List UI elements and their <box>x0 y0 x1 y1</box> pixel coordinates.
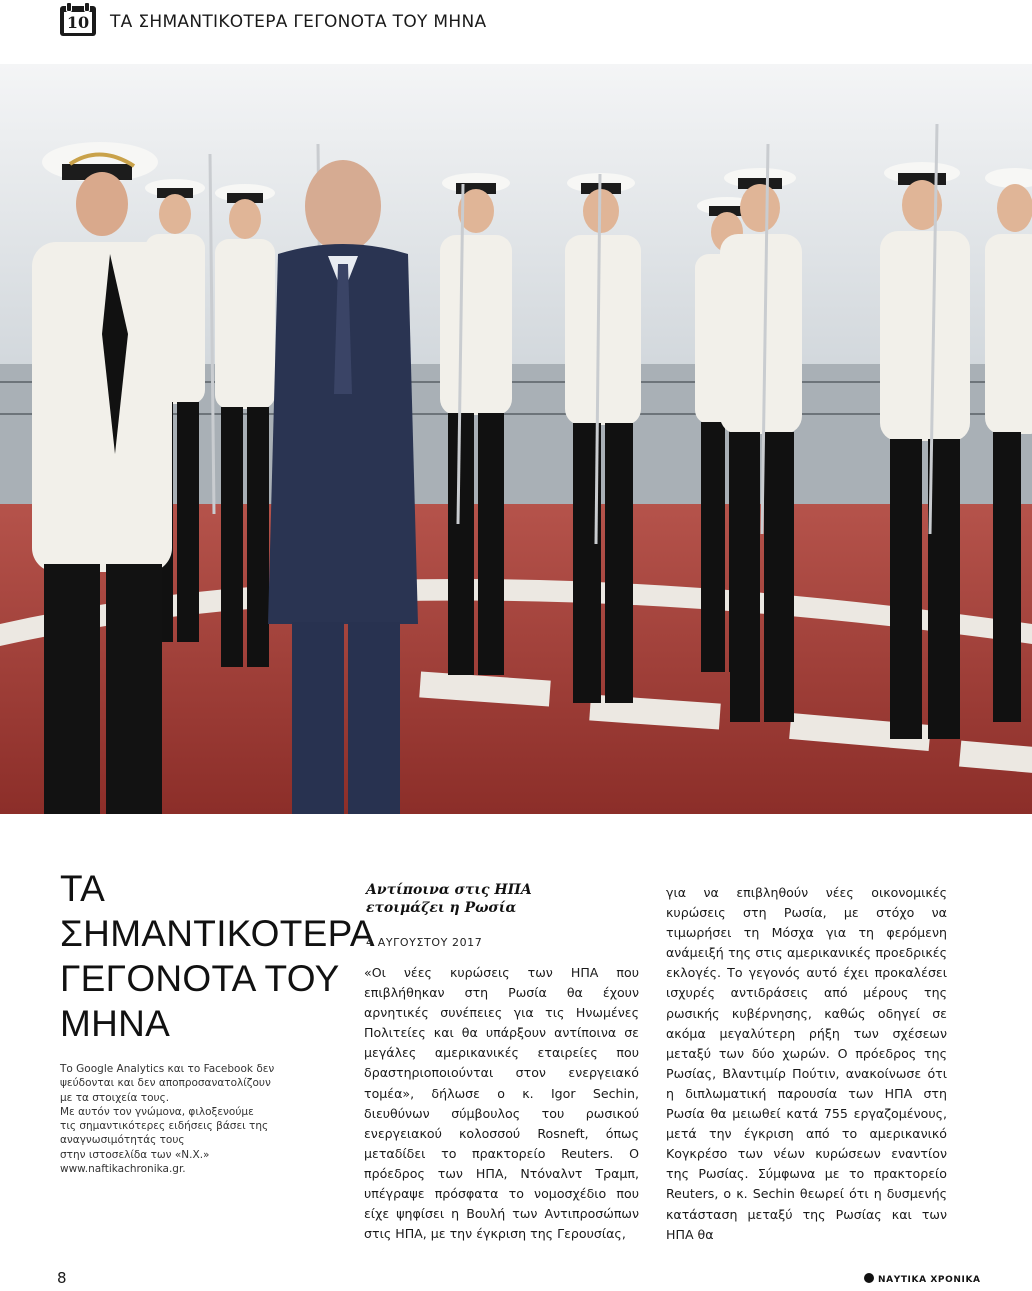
section-title: ΤΑ ΣΗΜΑΝΤΙΚΟΤΕΡΑ ΓΕΓΟΝΟΤΑ ΤΟΥ ΜΗΝΑ <box>110 12 487 32</box>
article-column-2 <box>666 883 947 1245</box>
headline-line: ετοιμάζει η Ρωσία <box>366 900 517 916</box>
feature-title-line: ΤΑ <box>60 868 106 909</box>
feature-intro <box>60 1062 290 1176</box>
ceremony-photo <box>0 64 1032 814</box>
page-header <box>0 0 1032 48</box>
intro-line: ψεύδονται και δεν αποπροσανατολίζουν <box>60 1077 271 1090</box>
intro-line: στην ιστοσελίδα των «Ν.Χ.» <box>60 1148 210 1161</box>
intro-line: www.naftikachronika.gr. <box>60 1163 186 1176</box>
feature-title <box>60 866 375 1046</box>
feature-title-line: ΜΗΝΑ <box>60 1003 171 1044</box>
article-text: για να επιβληθούν νέες οικονομικές κυρώσεις στη Ρωσία, με στόχο να τιμωρήσει τη Μόσχα για τη φερόμενη ανάμειξή της στις αμερικανικές προεδρικές εκλογές. Το γεγονός αυτό έχει προκαλέσει ισχυρές αντιδράσεις από μέρους της ρωσικής κυβέρνησης, καθώς οδηγεί σε ακόμα μεγαλύτερη ρήξη των σχέσεων μεταξύ των δύο χωρών. Ο πρόεδρος της Ρωσίας, Βλαντιμίρ Πούτιν, ανακοίνωσε ότι η διπλωματική παρουσία των ΗΠΑ στη Ρωσία θα μειωθεί κατά 755 εργαζομένους, μετά την έγκριση από το αμερικανικό Κογκρέσο των νέων κυρώσεων εναντίον της Ρωσίας. Σύμφωνα με το πρακτορείο Reuters, ο κ. Sechin θεωρεί ότι η δυσμενής κατάσταση μεταξύ της Ρωσίας και των ΗΠΑ θα <box>666 885 947 1242</box>
brand-name: ΝΑΥΤΙΚΑ ΧΡΟΝΙΚΑ <box>878 1275 981 1285</box>
brand-logo <box>864 1273 981 1285</box>
calendar-icon <box>60 6 96 36</box>
headline-line: Αντίποινα στις ΗΠΑ <box>366 882 532 898</box>
article-column-1 <box>364 963 639 1244</box>
feature-title-line: ΣΗΜΑΝΤΙΚΟΤΕΡΑ <box>60 913 375 954</box>
article-text: «Οι νέες κυρώσεις των ΗΠΑ που επιβλήθηκαν στη Ρωσία θα έχουν αρνητικές συνέπειες για τις Ηνωμένες Πολιτείες και θα υπάρξουν αντίποινα σε μεγάλες αμερικανικές εταιρείες που δραστηριοποιούνται στον ενεργειακό τομέα», δήλωσε ο κ. Igor Sechin, διευθύνων σύμβουλος του ρωσικού ενεργειακού κολοσσού Rosneft, όπως μεταδίδει το πρακτορείο Reuters. Ο πρόεδρος των ΗΠΑ, Ντόναλντ Τραμπ, υπέγραψε πρόσφατα το νομοσχέδιο που είχε ψηφίσει η Βουλή των Αντιπροσώπων στις ΗΠΑ, με την έγκριση της Γερουσίας, <box>364 965 639 1242</box>
issue-number: 10 <box>64 12 92 33</box>
feature-title-line: ΓΕΓΟΝΟΤΑ ΤΟΥ <box>60 958 340 999</box>
intro-line: τις σημαντικότερες ειδήσεις βάσει της <box>60 1120 269 1133</box>
intro-line: αναγνωσιμότητάς τους <box>60 1134 185 1147</box>
intro-line: Με αυτόν τον γνώμονα, φιλοξενούμε <box>60 1105 254 1118</box>
intro-line: Το Google Analytics και το Facebook δεν <box>60 1063 275 1075</box>
article-date: 4 ΑΥΓΟΥΣΤΟΥ 2017 <box>366 936 483 949</box>
article-headline <box>366 881 636 917</box>
brand-icon <box>864 1273 874 1283</box>
intro-line: με τα στοιχεία τους. <box>60 1091 170 1104</box>
page-number: 8 <box>57 1269 67 1287</box>
